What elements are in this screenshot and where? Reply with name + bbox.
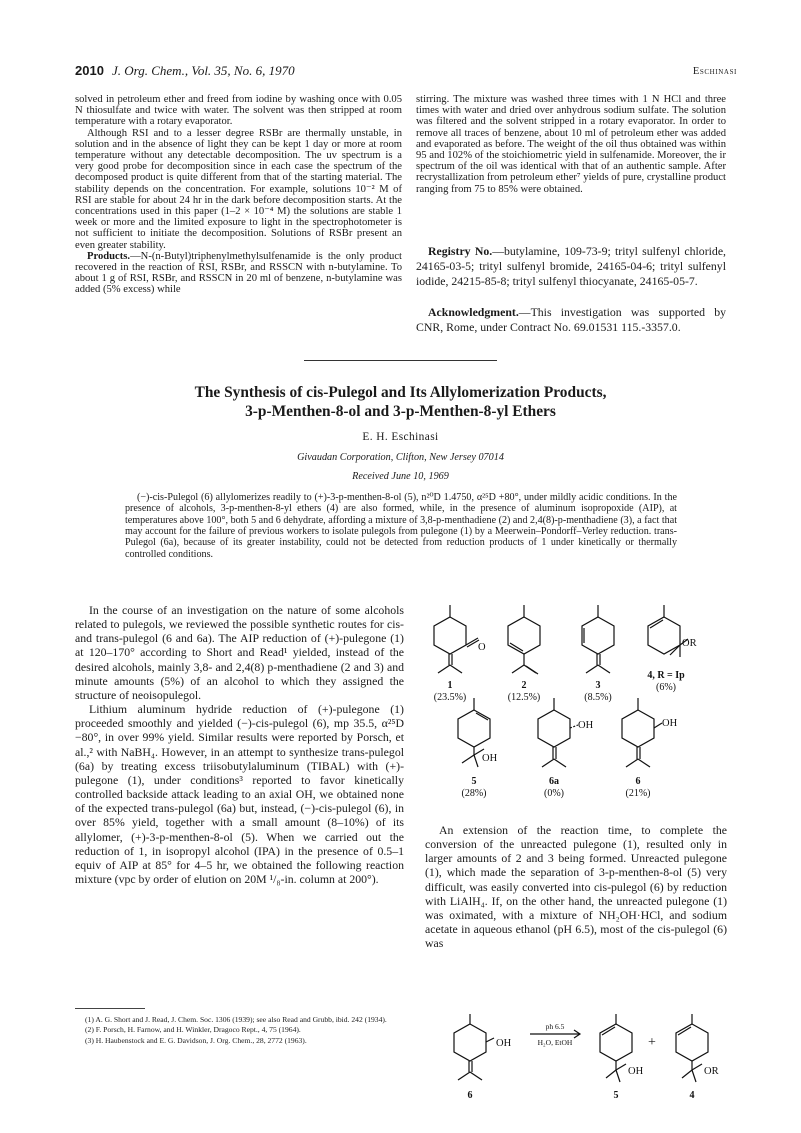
compound-number: 4 <box>689 1090 695 1101</box>
body-paragraph: Lithium aluminum hydride reduction of (+)-pulegone (1) proceeded smoothly and yielded (−)-cis-pulegol (6), mp 35.5, α²⁵D −80°, in over 99% yield. Similar results were reported by Porsch, et al.,² with NaBH₄. However, in an attempt to synthesize trans-pulegol (6a) by treating excess triisobutylaluminum (TIBAL) with (+)-pulegone (1), under conditions³ reported to favor kinetically controlled backside attack leading to an axial OH, we obtained none of the expected trans-pulegol (6a) but, instead, (−)-cis-pulegol (6), in over 85% yield, together with a small amount (8–10%) of its allylomer, (+)-3-p-menthen-8-ol (5). When we carried out the reduction of 1, in isopropyl alcohol (IPA) in the presence of 0.5–1 equiv of AIP at 85° for 4–5 hr, we obtained the following reaction mixture (vpc by order of elution on 20M ¹/₈-in. column at 200°). <box>75 702 404 886</box>
footnote: (2) F. Porsch, H. Farnow, and H. Winkler, Dragoco Rept., 4, 75 (1964). <box>85 1025 301 1035</box>
reaction-scheme <box>440 1012 730 1112</box>
footnote-rule <box>75 1008 145 1009</box>
compound-number: 5 <box>471 776 477 787</box>
journal-citation: J. Org. Chem., Vol. 35, No. 6, 1970 <box>112 63 295 78</box>
products-text: —N-(n-Butyl)triphenylmethylsulfenamide is the only product recovered in the reaction of RSI, RSBr, and RSSCN with n-butylamine. To about 1 g of RSI, RSBr, and RSSCN in 20 ml of benzene, n-butylamine was added (5% excess) while <box>75 250 402 296</box>
prev-article-left-column <box>75 94 402 296</box>
compound-3-structure <box>582 605 614 673</box>
compound-number: 6a <box>549 776 559 787</box>
registry-numbers <box>416 244 726 290</box>
ether-or-label: OR <box>682 638 697 649</box>
body-left-column <box>75 603 404 886</box>
compound-yield: (8.5%) <box>584 692 612 703</box>
article-title <box>40 383 761 421</box>
hydroxyl-label: OH <box>496 1038 512 1049</box>
prev-article-right-column <box>416 94 726 195</box>
title-line-1: The Synthesis of cis-Pulegol and Its Allylomerization Products, <box>194 384 607 401</box>
registry-label: Registry No. <box>428 244 493 258</box>
compound-yield: (28%) <box>461 788 487 799</box>
running-author: Eschinasi <box>692 66 737 77</box>
footnotes <box>75 1015 402 1046</box>
affiliation: Givaudan Corporation, Clifton, New Jersey 07014 <box>297 452 504 463</box>
prev-paragraph: solved in petroleum ether and freed from iodine by washing once with 0.05 N thiosulfate and twice with water. The solvent was then stripped at room temperature with a rotary evaporator. <box>75 94 402 128</box>
body-paragraph: In the course of an investigation on the nature of some alcohols related to pulegols, we reviewed the possible synthetic routes for cis- and trans-pulegol (6 and 6a). The AIP reduction of (+)-pulegone (1) at 120–170° according to Short and Read¹ yielded, instead of the desired alcohols, mainly 3,8- and 2,4(8) p-menthadiene (2 and 3) and minute amounts (5%) of an alcohol to which they assigned the structure of neoisopulegol. <box>75 603 404 702</box>
ether-or-label: OR <box>704 1066 719 1077</box>
article-author: E. H. Eschinasi <box>362 431 439 443</box>
compound-2-structure <box>508 605 540 674</box>
ketone-oxygen-label: O <box>478 642 486 653</box>
page-number: 2010 <box>75 63 104 78</box>
title-line-2: 3-p-Menthen-8-ol and 3-p-Menthen-8-yl Ethers <box>245 403 556 420</box>
compound-number: 3 <box>595 680 601 691</box>
compound-yield: (23.5%) <box>433 692 467 703</box>
article-separator <box>304 360 497 361</box>
compound-1-structure <box>434 605 479 673</box>
compound-6a-structure <box>538 698 578 767</box>
compound-yield: (6%) <box>656 682 676 693</box>
compound-6-structure <box>622 698 662 767</box>
products-paragraph <box>75 251 402 296</box>
registry-text: —butylamine, 109-73-9; trityl sulfenyl chloride, 24165-03-5; trityl sulfenyl bromide, 24165-04-6; trityl sulfenyl iodide, 24215-85-8; trityl sulfenyl thiocyanate, 24165-05-7. <box>416 244 726 289</box>
compound-number: 6 <box>467 1090 473 1101</box>
hydroxyl-label: OH <box>578 720 594 731</box>
hydroxyl-label: OH <box>628 1066 644 1077</box>
compound-number: 1 <box>447 680 453 691</box>
abstract: (−)-cis-Pulegol (6) allylomerizes readily to (+)-3-p-menthen-8-ol (5), n²⁰D 1.4750, α²⁵D +80°, under mildly acidic conditions. In the presence of alcohols, 3-p-menthen-8-yl ethers (4) are also formed, while, in the presence of aluminum isopropoxide (AIP), at temperatures above 100°, both 5 and 6 dehydrate, affording a mixture of 3,8-p-menthadiene (2) and 2,4(8)-p-menthadiene (3), a fact that may account for the failure of previous workers to isolate pulegols from pulegone (1) by a Meerwein–Pondorff–Verley reduction. trans-Pulegol (6a), because of its greater instability, could not be detected from reduction products of 1 under kinetically or thermally controlled conditions. <box>125 492 677 560</box>
compound-yield: (21%) <box>625 788 651 799</box>
plus-sign: + <box>648 1035 656 1050</box>
compound-number: 6 <box>635 776 641 787</box>
compound-6-scheme-structure <box>454 1014 494 1080</box>
prev-paragraph: Although RSI and to a lesser degree RSBr are thermally unstable, in solution and in the absence of light they can be kept 1 day or more at room temperature without any detectable decomposition. The uv spectrum is a very good probe for decomposition since in each case the spectrum of the decomposed product is quite different from that of the starting material. The stability depends on the concentration. For example, solutions 10⁻² M of RSI are stable for about 24 hr in the dark before decomposition starts. At the concentrations used in this paper (1–2 × 10⁻⁴ M) the solutions are stable 1 week or more and the limited exposure to light in the spectrophotometer is not sufficient to initiate the decomposition. Solutions of RSBr present an even greater stability. <box>75 127 402 251</box>
received-date: Received June 10, 1969 <box>352 471 449 482</box>
compound-number: 5 <box>613 1090 619 1101</box>
compound-yield: (0%) <box>544 788 564 799</box>
body-right-column <box>425 823 727 950</box>
compound-yield: (12.5%) <box>507 692 541 703</box>
compound-number: 2 <box>521 680 527 691</box>
arrow-condition-top: ph 6.5 <box>545 1022 565 1031</box>
compound-number: 4, R = Ip <box>647 670 685 681</box>
hydroxyl-label: OH <box>662 718 678 729</box>
body-paragraph: An extension of the reaction time, to complete the conversion of the unreacted pulegone (1), resulted only in larger amounts of 2 and 3 being formed. Unreacted pulegone (1), which made the separation of 3-p-menthen-8-ol (5) very difficult, was easily converted into cis-pulegol (6) by reduction with LiAlH₄. If, on the other hand, the unreacted pulegone (1) was oximated, with a mixture of NH₂OH·HCl, and sodium acetate in aqueous ethanol (pH 6.5), most of the cis-pulegol (6) was <box>425 823 727 951</box>
arrow-condition-bottom: H₂O, EtOH <box>537 1038 573 1047</box>
ack-text: —This investigation was supported by CNR, Rome, under Contract No. 69.01531 115.-3357.0. <box>416 305 726 335</box>
ack-label: Acknowledgment. <box>428 305 519 319</box>
footnote: (1) A. G. Short and J. Read, J. Chem. Soc. 1306 (1939); see also Read and Grubb, ibid. 242 (1934). <box>85 1015 387 1024</box>
structures-figure <box>418 603 728 813</box>
products-label: Products. <box>87 250 131 262</box>
acknowledgment <box>416 305 726 335</box>
hydroxyl-label: OH <box>482 753 498 764</box>
compound-4-structure <box>648 605 688 657</box>
footnote: (3) H. Haubenstock and E. G. Davidson, J. Org. Chem., 28, 2772 (1963). <box>85 1035 307 1045</box>
prev-paragraph: stirring. The mixture was washed three times with 1 N HCl and three times with water and dried over anhydrous sodium sulfate. The solution was filtered and the solvent stripped in a rotary evaporator. In order to remove all traces of benzene, about 10 ml of petroleum ether was added and evaporated as before. The weight of the oil thus obtained was within 95 and 102% of the stoichiometric yield in sulfenamide. Moreover, the ir spectrum of the oil was identical with that of an authentic sample. After recrystallization from petroleum ether⁷ yields of pure, crystalline product ranging from 75 to 85% were obtained. <box>416 94 726 195</box>
